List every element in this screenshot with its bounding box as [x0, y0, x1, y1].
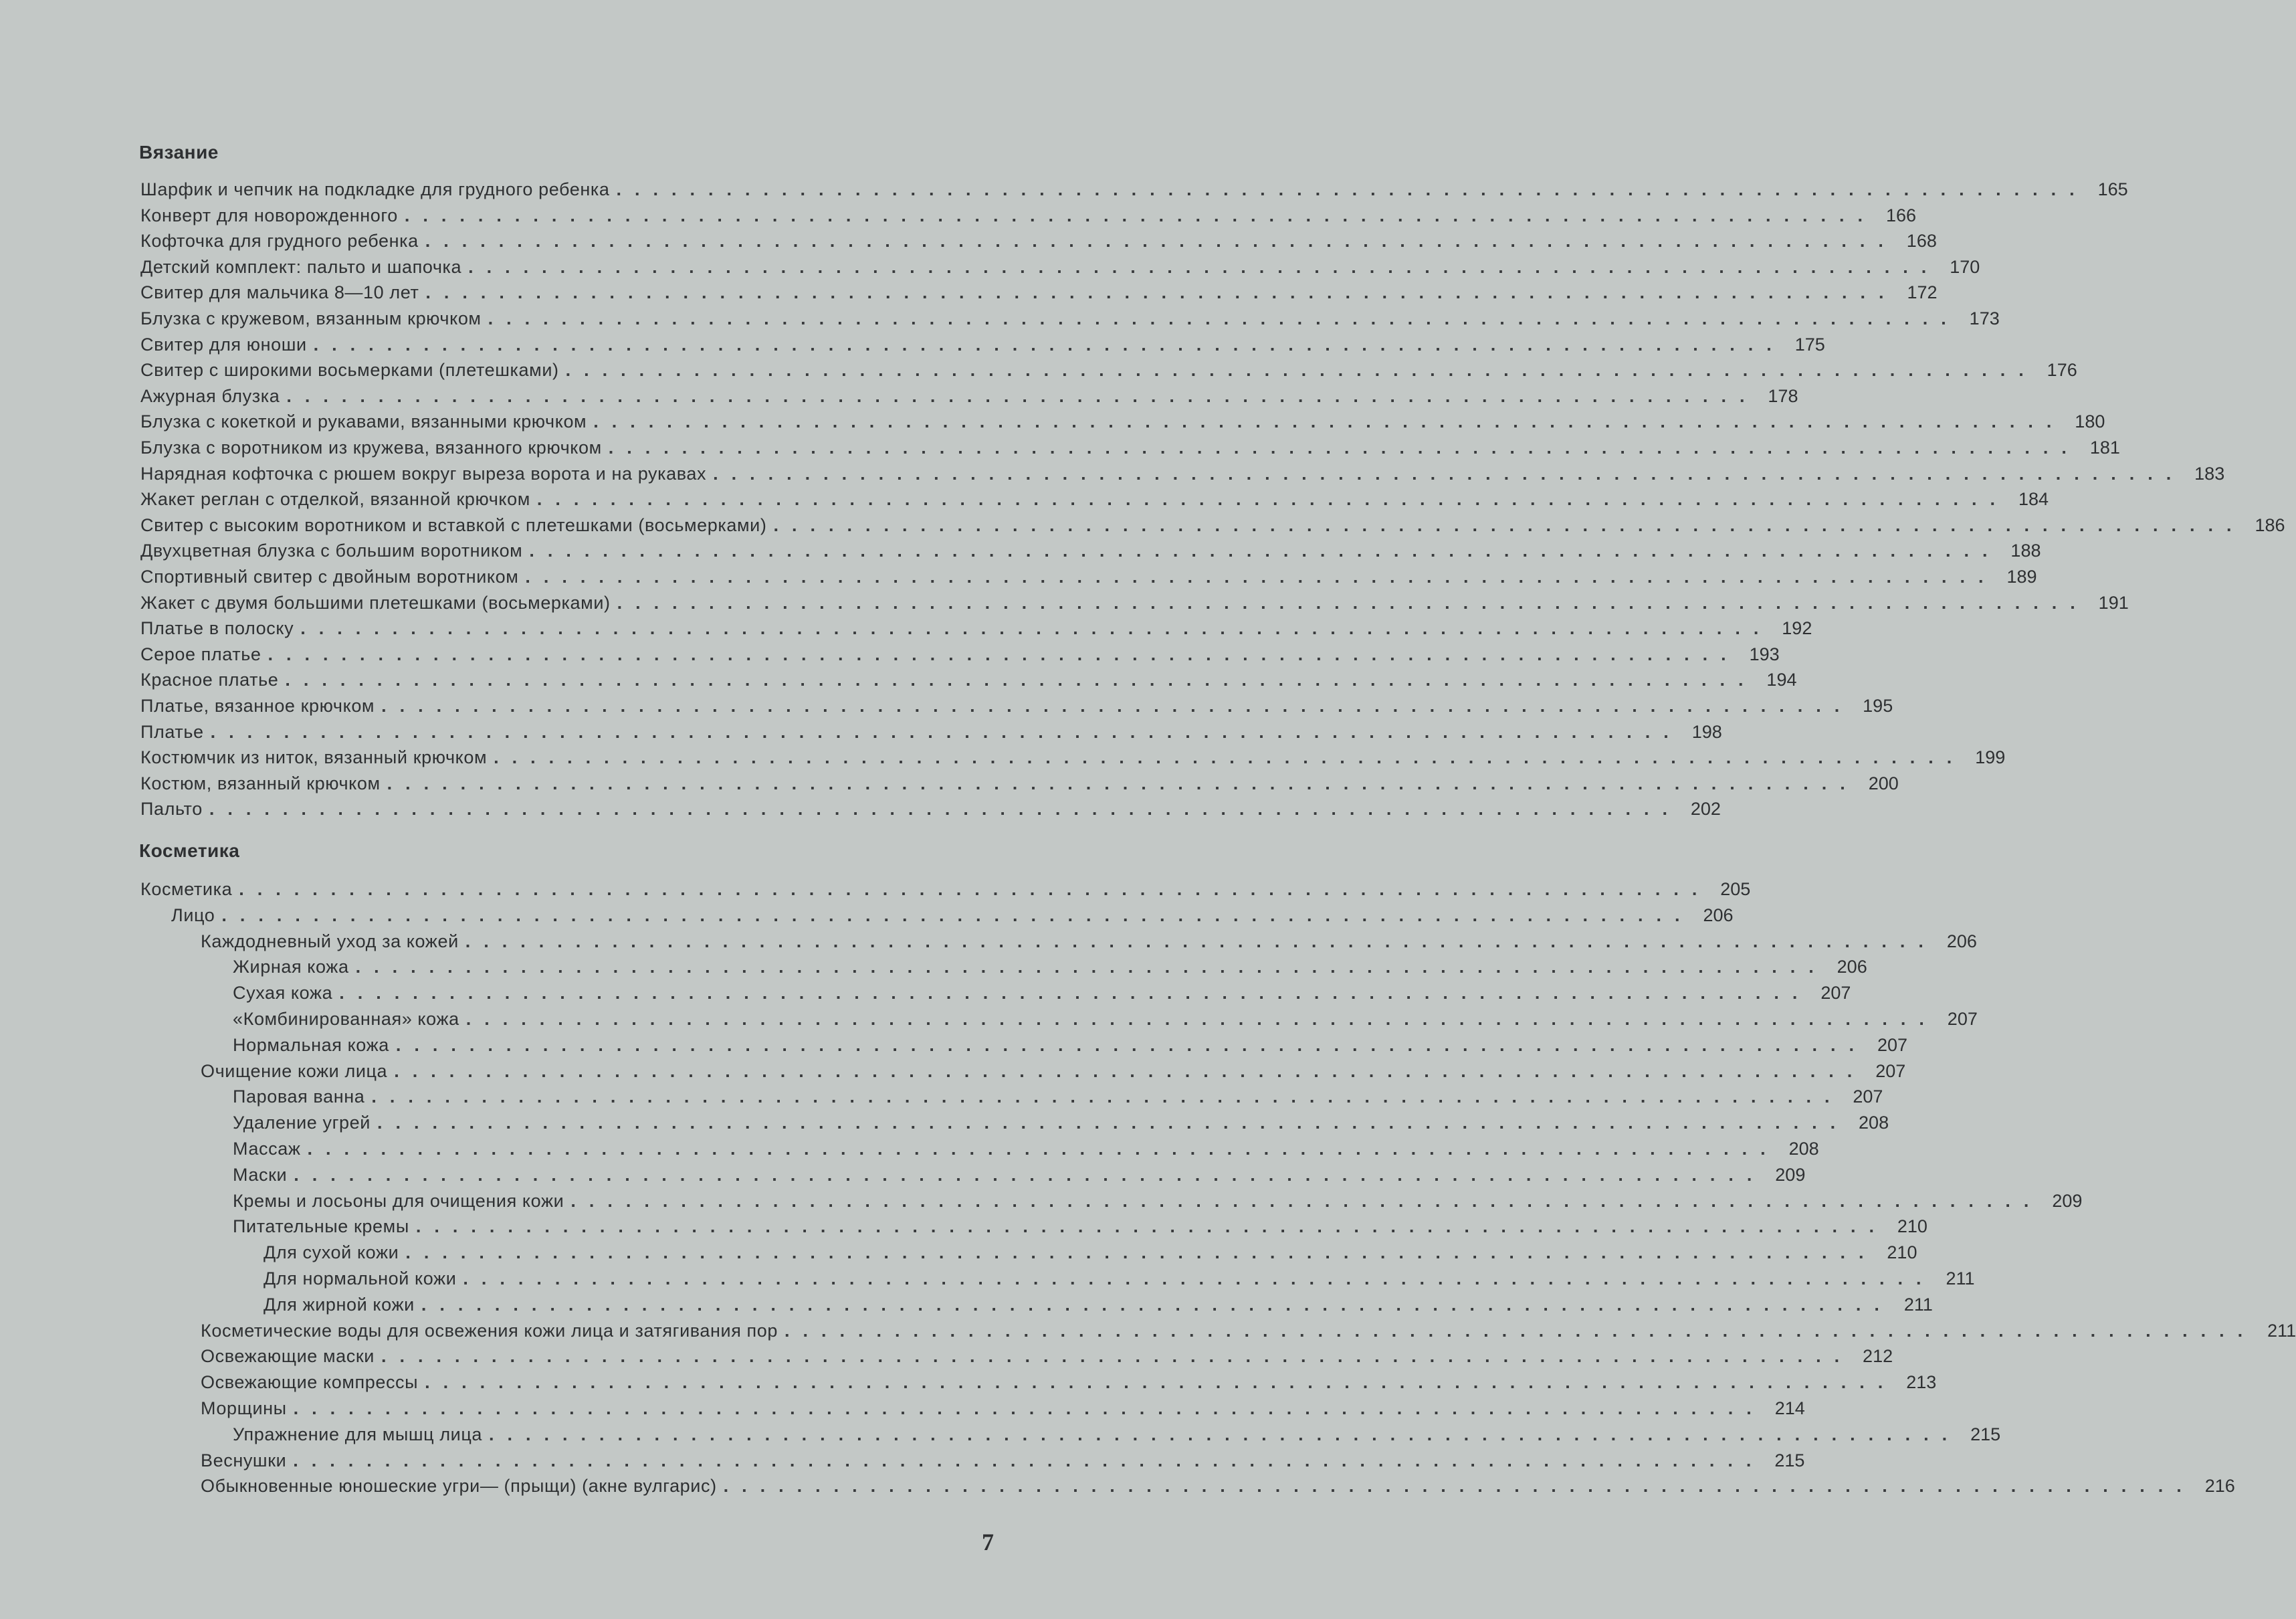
toc-entry [140, 876, 1751, 902]
dot-leader: ................................................................................ [285, 670, 1757, 690]
dot-leader: ................................................................................ [570, 1190, 2043, 1211]
toc-entry-page: 208 [1788, 1139, 1819, 1159]
section-title-knitting: Вязание [139, 142, 219, 163]
toc-entry [140, 642, 1780, 667]
toc-entry [264, 1266, 1975, 1291]
toc-entry-page: 205 [1720, 879, 1751, 899]
toc-entry-title: Косметические воды для освежения кожи лица и затягивания пор [201, 1320, 778, 1341]
dot-leader: ................................................................................ [405, 1242, 1877, 1263]
toc-entry-title: Упражнение для мышц лица [233, 1424, 483, 1444]
dot-leader: ................................................................................ [313, 334, 1785, 355]
dot-leader: ................................................................................ [371, 1086, 1843, 1107]
toc-entry-title: Паровая ванна [233, 1086, 365, 1107]
toc-entry-page: 207 [1820, 983, 1851, 1004]
dot-leader: ................................................................................ [209, 799, 1681, 820]
toc-entry [201, 929, 1977, 954]
dot-leader: ................................................................................ [468, 256, 1940, 277]
dot-leader: ................................................................................ [489, 1424, 1961, 1444]
toc-entry-page: 216 [2204, 1476, 2235, 1497]
toc-entry [233, 1422, 2001, 1447]
toc-entry-title: Освежающие компрессы [201, 1372, 419, 1393]
toc-entry [140, 512, 2285, 538]
toc-entry-page: 215 [1970, 1424, 2001, 1444]
toc-entry-page: 206 [1946, 931, 1977, 951]
toc-entry [201, 1343, 1893, 1369]
dot-leader: ................................................................................ [773, 514, 2245, 535]
toc-entry [201, 1369, 1937, 1395]
toc-entry-page: 176 [2047, 360, 2077, 381]
toc-entry [201, 1058, 1906, 1084]
dot-leader: ................................................................................ [785, 1320, 2257, 1341]
dot-leader: ................................................................................ [294, 1164, 1766, 1185]
dot-leader: ................................................................................ [425, 282, 1897, 303]
dot-leader: ................................................................................ [415, 1216, 1887, 1237]
toc-entry-page: 210 [1897, 1216, 1927, 1237]
toc-entry-title: Кофточка для грудного ребенка [140, 231, 419, 252]
dot-leader: ................................................................................ [488, 308, 1960, 328]
toc-entry-title: Конверт для новорожденного [140, 205, 398, 225]
dot-leader: ................................................................................ [268, 644, 1740, 664]
toc-entry-page: 199 [1975, 747, 2006, 768]
toc-entry [140, 383, 1798, 409]
dot-leader: ................................................................................ [525, 567, 1997, 587]
toc-entry-title: Свитер с широкими восьмерками (плетешками) [140, 360, 559, 381]
toc-entry-page: 180 [2075, 411, 2105, 432]
toc-entry-title: Для сухой кожи [264, 1242, 399, 1263]
dot-leader: ................................................................................ [616, 179, 2088, 199]
toc-entry-page: 212 [1863, 1346, 1893, 1367]
toc-entry-page: 208 [1859, 1113, 1889, 1133]
toc-entry [171, 902, 1734, 928]
toc-entry-page: 192 [1782, 618, 1812, 639]
toc-entry-page: 184 [2018, 489, 2049, 510]
dot-leader: ................................................................................ [286, 385, 1758, 406]
toc-entry-title: Двухцветная блузка с большим воротником [140, 541, 523, 561]
dot-leader: ................................................................................ [465, 931, 1937, 951]
dot-leader: ................................................................................ [723, 1476, 2195, 1497]
page-number: 7 [982, 1529, 994, 1555]
toc-entry-title: Платье [140, 721, 204, 742]
toc-entry-title: Шарфик и чепчик на подкладке для грудного ребенка [140, 179, 610, 199]
dot-leader: ................................................................................ [536, 489, 2009, 510]
toc-entry-page: 181 [2089, 438, 2120, 458]
toc-entry-title: Очищение кожи лица [201, 1060, 388, 1081]
toc-entry [140, 719, 1722, 745]
dot-leader: ................................................................................ [713, 463, 2185, 484]
toc-entry-page: 175 [1794, 334, 1825, 355]
toc-entry [264, 1292, 1933, 1317]
dot-leader: ................................................................................ [593, 411, 2065, 432]
dot-leader: ................................................................................ [307, 1139, 1779, 1159]
toc-entry-page: 166 [1885, 205, 1917, 225]
toc-entry-page: 215 [1774, 1450, 1805, 1470]
toc-entry [233, 1084, 1883, 1109]
toc-entry-title: Красное платье [140, 670, 279, 690]
toc-entry [233, 1110, 1889, 1135]
section-title-cosmetics: Косметика [139, 840, 240, 861]
toc-entry-page: 194 [1766, 670, 1797, 690]
toc-entry-page: 213 [1906, 1372, 1937, 1393]
toc-entry [201, 1448, 1805, 1473]
toc-entry-page: 173 [1969, 308, 2000, 328]
dot-leader: ................................................................................ [221, 904, 1693, 925]
toc-entry [140, 590, 2129, 615]
toc-entry-title: Платье в полоску [140, 618, 294, 639]
toc-entry-title: Блузка с кружевом, вязанным крючком [140, 308, 482, 328]
dot-leader: ................................................................................ [239, 879, 1711, 899]
toc-entry [140, 177, 2128, 202]
toc-entry-title: Косметика [140, 879, 233, 899]
toc-entry-title: Блузка с кокеткой и рукавами, вязанными крючком [140, 411, 587, 432]
toc-entry [140, 745, 2006, 770]
toc-entry-title: Платье, вязанное крючком [140, 696, 375, 716]
toc-entry-title: Лицо [171, 904, 215, 925]
toc-entry [264, 1240, 1917, 1265]
dot-leader: ................................................................................ [339, 983, 1811, 1004]
toc-entry [233, 954, 1867, 979]
dot-leader: ................................................................................ [425, 1372, 1897, 1393]
toc-entry [140, 667, 1797, 692]
toc-entry-title: Жирная кожа [233, 957, 349, 977]
dot-leader: ................................................................................ [395, 1034, 1868, 1055]
toc-entry [140, 796, 1721, 822]
toc-entry-title: Для жирной кожи [264, 1294, 415, 1315]
toc-entry-page: 165 [2097, 179, 2128, 199]
toc-entry-page: 211 [1946, 1268, 1975, 1289]
toc-entry-page: 172 [1907, 282, 1938, 303]
dot-leader: ................................................................................ [465, 1009, 1938, 1029]
toc-entry [233, 1162, 1806, 1187]
toc-entry [140, 693, 1893, 719]
dot-leader: ................................................................................ [355, 957, 1827, 977]
toc-entry-page: 209 [2052, 1190, 2083, 1211]
toc-entry-page: 209 [1775, 1164, 1806, 1185]
toc-entry [140, 409, 2105, 434]
dot-leader: ................................................................................ [377, 1113, 1849, 1133]
toc-entry-title: Свитер для юноши [140, 334, 307, 355]
toc-entry-page: 170 [1950, 256, 1980, 277]
toc-entry [201, 1318, 2296, 1343]
toc-entry [140, 357, 2077, 383]
toc-entry [140, 435, 2120, 460]
toc-entry [140, 538, 2041, 563]
toc-entry-title: Пальто [140, 799, 203, 820]
toc-entry [140, 280, 1938, 305]
toc-entry-page: 178 [1768, 385, 1798, 406]
toc-entry-page: 206 [1703, 904, 1734, 925]
toc-entry-page: 202 [1690, 799, 1721, 820]
dot-leader: ................................................................................ [529, 541, 2001, 561]
toc-entry-title: Маски [233, 1164, 288, 1185]
toc-entry-title: Спортивный свитер с двойным воротником [140, 567, 519, 587]
toc-entry [140, 564, 2037, 589]
dot-leader: ................................................................................ [565, 360, 2037, 381]
toc-entry-title: «Комбинированная» кожа [233, 1009, 459, 1029]
dot-leader: ................................................................................ [387, 773, 1859, 793]
toc-entry-page: 211 [2267, 1320, 2296, 1341]
toc-entry-page: 198 [1691, 721, 1722, 742]
toc-entry-page: 207 [1875, 1060, 1906, 1081]
dot-leader: ................................................................................ [394, 1060, 1866, 1081]
toc-entry-page: 183 [2194, 463, 2225, 484]
dot-leader: ................................................................................ [381, 1346, 1853, 1367]
toc-entry-page: 214 [1774, 1398, 1805, 1418]
toc-entry-title: Свитер с высоким воротником и вставкой с плетешками (восьмерками) [140, 514, 767, 535]
toc-entry-title: Жакет с двумя большими плетешками (восьмерками) [140, 592, 611, 613]
toc-entry-title: Жакет реглан с отделкой, вязанной крючком [140, 489, 530, 510]
dot-leader: ................................................................................ [210, 721, 1682, 742]
toc-entry-title: Нарядная кофточка с рюшем вокруг выреза ворота и на рукавах [140, 463, 707, 484]
toc-entry-title: Каждодневный уход за кожей [201, 931, 459, 951]
toc-entry-title: Обыкновенные юношеские угри— (прыщи) (акне вулгарис) [201, 1476, 717, 1497]
toc-entry [201, 1473, 2235, 1499]
toc-entry-title: Удаление угрей [233, 1113, 371, 1133]
toc-entry-page: 193 [1749, 644, 1780, 664]
toc-entry [140, 615, 1812, 641]
toc-entry-page: 200 [1868, 773, 1899, 793]
toc-entry-title: Для нормальной кожи [264, 1268, 457, 1289]
toc-entry-title: Блузка с воротником из кружева, вязанного крючком [140, 438, 602, 458]
toc-entry-page: 211 [1903, 1294, 1933, 1315]
toc-entry-title: Морщины [201, 1398, 287, 1418]
dot-leader: ................................................................................ [608, 438, 2080, 458]
toc-entry [140, 254, 1980, 280]
toc-entry [233, 1032, 1908, 1058]
toc-entry-title: Костюм, вязанный крючком [140, 773, 381, 793]
dot-leader: ................................................................................ [300, 618, 1772, 639]
dot-leader: ................................................................................ [404, 205, 1877, 225]
toc-entry-page: 188 [2010, 541, 2041, 561]
toc-entry-page: 191 [2098, 592, 2129, 613]
toc-entry-title: Сухая кожа [233, 983, 333, 1004]
toc-entry [140, 228, 1937, 254]
dot-leader: ................................................................................ [425, 231, 1897, 252]
toc-entry [233, 1214, 1927, 1239]
toc-entry [233, 1006, 1978, 1032]
dot-leader: ................................................................................ [381, 696, 1853, 716]
toc-entry [140, 306, 2000, 331]
toc-entry [233, 1188, 2083, 1214]
toc-entry-page: 168 [1906, 231, 1937, 252]
toc-entry-title: Массаж [233, 1139, 301, 1159]
toc-entry-page: 207 [1853, 1086, 1883, 1107]
toc-entry-title: Свитер для мальчика 8—10 лет [140, 282, 419, 303]
toc-entry [201, 1396, 1805, 1421]
dot-leader: ................................................................................ [463, 1268, 1935, 1289]
dot-leader: ................................................................................ [494, 747, 1966, 768]
toc-entry-title: Нормальная кожа [233, 1034, 389, 1055]
toc-entry-title: Ажурная блузка [140, 385, 280, 406]
toc-entry [140, 203, 1917, 228]
toc-entry-title: Веснушки [201, 1450, 287, 1470]
dot-leader: ................................................................................ [617, 592, 2089, 613]
toc-entry-page: 207 [1877, 1034, 1908, 1055]
toc-entry-page: 206 [1837, 957, 1867, 977]
toc-entry [140, 332, 1825, 357]
toc-entry-title: Питательные кремы [233, 1216, 409, 1237]
toc-entry [140, 771, 1899, 796]
dot-leader: ................................................................................ [293, 1398, 1765, 1418]
toc-entry-page: 207 [1947, 1009, 1978, 1029]
toc-entry-page: 195 [1863, 696, 1893, 716]
toc-entry-page: 186 [2255, 514, 2285, 535]
toc-entry [140, 461, 2225, 486]
toc-entry-page: 210 [1887, 1242, 1917, 1263]
toc-entry [140, 486, 2049, 512]
toc-entry-page: 189 [2006, 567, 2037, 587]
toc-entry-title: Серое платье [140, 644, 262, 664]
toc-entry [233, 1136, 1819, 1161]
dot-leader: ................................................................................ [421, 1294, 1893, 1315]
dot-leader: ................................................................................ [293, 1450, 1765, 1470]
toc-entry-title: Освежающие маски [201, 1346, 375, 1367]
toc-entry [233, 980, 1851, 1006]
toc-entry-title: Кремы и лосьоны для очищения кожи [233, 1190, 564, 1211]
toc-entry-title: Костюмчик из ниток, вязанный крючком [140, 747, 488, 768]
toc-entry-title: Детский комплект: пальто и шапочка [140, 256, 462, 277]
